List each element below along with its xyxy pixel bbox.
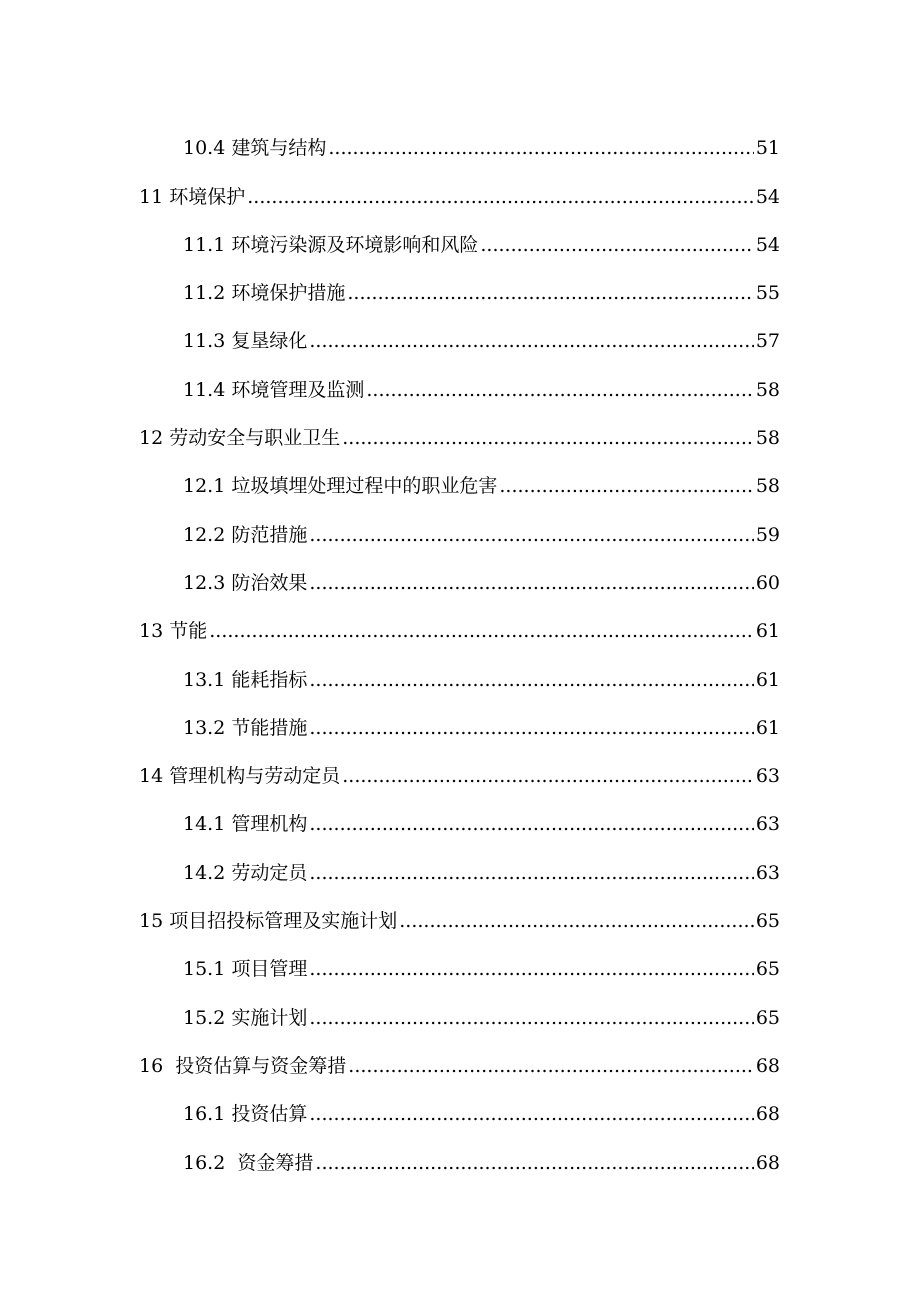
toc-entry <box>0 402 920 450</box>
toc-entry <box>0 305 920 353</box>
section-title: 环境污染源及环境影响和风险 <box>231 233 479 256</box>
page-number: 54 <box>755 233 780 256</box>
dot-leader <box>309 668 753 692</box>
page-number: 58 <box>755 475 780 498</box>
section-title: 管理机构 <box>231 813 308 836</box>
section-title: 环境管理及监测 <box>231 378 365 401</box>
toc-entry <box>0 836 920 884</box>
dot-leader <box>342 426 754 450</box>
toc-entry <box>0 933 920 981</box>
toc-entry <box>0 160 920 208</box>
section-number: 15.2 <box>183 1006 226 1029</box>
section-number: 12.3 <box>183 571 226 594</box>
page-number: 55 <box>755 282 780 305</box>
toc-entry <box>0 692 920 740</box>
page-number: 58 <box>755 378 780 401</box>
page-number: 61 <box>755 716 780 739</box>
page-number: 65 <box>755 1006 780 1029</box>
dot-leader <box>315 1151 753 1175</box>
section-number: 16.1 <box>183 1103 226 1126</box>
toc-entry <box>0 112 920 160</box>
dot-leader <box>209 619 754 643</box>
section-number: 11.4 <box>183 378 226 401</box>
page-number: 65 <box>755 958 780 981</box>
dot-leader <box>328 136 753 160</box>
dot-leader <box>309 812 753 836</box>
dot-leader <box>366 378 753 402</box>
section-number: 14.1 <box>183 813 226 836</box>
section-number: 13.2 <box>183 716 226 739</box>
dot-leader <box>309 957 753 981</box>
section-number: 11.1 <box>183 233 226 256</box>
section-title: 复垦绿化 <box>231 330 308 353</box>
toc-entry <box>0 1078 920 1126</box>
section-title: 建筑与结构 <box>231 137 327 160</box>
dot-leader <box>247 185 754 209</box>
dot-leader <box>309 1102 753 1126</box>
page-number: 63 <box>755 813 780 836</box>
toc-entry <box>0 257 920 305</box>
section-number: 12.1 <box>183 475 226 498</box>
page-number: 61 <box>755 668 780 691</box>
toc-entry <box>0 788 920 836</box>
section-number: 13.1 <box>183 668 226 691</box>
dot-leader <box>309 571 753 595</box>
section-number: 11 <box>139 185 164 208</box>
section-title: 项目管理 <box>231 958 308 981</box>
section-title: 劳动定员 <box>231 861 308 884</box>
page-number: 58 <box>755 427 780 450</box>
section-number: 10.4 <box>183 137 226 160</box>
section-number: 16 <box>139 1054 170 1077</box>
dot-leader <box>309 329 753 353</box>
section-title: 环境保护 <box>169 185 246 208</box>
section-number: 14.2 <box>183 861 226 884</box>
section-title: 防治效果 <box>231 571 308 594</box>
page-number: 54 <box>755 185 780 208</box>
page-number: 68 <box>755 1054 780 1077</box>
page-number: 68 <box>755 1151 780 1174</box>
table-of-contents <box>0 112 920 1175</box>
dot-leader <box>309 523 753 547</box>
dot-leader <box>309 1006 753 1030</box>
toc-entry <box>0 498 920 546</box>
page-number: 51 <box>755 137 780 160</box>
section-title: 环境保护措施 <box>231 282 346 305</box>
section-number: 12.2 <box>183 523 226 546</box>
dot-leader <box>342 764 754 788</box>
toc-entry <box>0 740 920 788</box>
dot-leader <box>309 861 753 885</box>
page-number: 60 <box>755 571 780 594</box>
toc-entry <box>0 547 920 595</box>
page-number: 63 <box>755 861 780 884</box>
section-title: 资金筹措 <box>237 1151 314 1174</box>
section-number: 15.1 <box>183 958 226 981</box>
page-number: 63 <box>755 765 780 788</box>
section-number: 11.2 <box>183 282 226 305</box>
page-number: 59 <box>755 523 780 546</box>
section-number: 15 <box>139 910 164 933</box>
section-title: 项目招投标管理及实施计划 <box>169 910 398 933</box>
page-number: 65 <box>755 910 780 933</box>
section-number: 16.2 <box>183 1151 232 1174</box>
dot-leader <box>499 474 753 498</box>
toc-entry <box>0 353 920 401</box>
toc-entry <box>0 1126 920 1174</box>
toc-entry <box>0 450 920 498</box>
section-title: 节能措施 <box>231 716 308 739</box>
dot-leader <box>480 233 753 257</box>
section-title: 垃圾填埋处理过程中的职业危害 <box>231 475 498 498</box>
toc-entry <box>0 885 920 933</box>
section-title: 实施计划 <box>231 1006 308 1029</box>
dot-leader <box>399 909 754 933</box>
section-number: 12 <box>139 427 164 450</box>
section-title: 投资估算 <box>231 1103 308 1126</box>
toc-entry <box>0 1030 920 1078</box>
toc-entry <box>0 981 920 1029</box>
toc-entry <box>0 595 920 643</box>
section-title: 投资估算与资金筹措 <box>175 1054 347 1077</box>
section-number: 11.3 <box>183 330 226 353</box>
dot-leader <box>347 281 753 305</box>
page-number: 68 <box>755 1103 780 1126</box>
dot-leader <box>348 1054 754 1078</box>
toc-entry <box>0 643 920 691</box>
section-title: 管理机构与劳动定员 <box>169 765 341 788</box>
toc-entry <box>0 209 920 257</box>
section-number: 13 <box>139 620 164 643</box>
section-title: 防范措施 <box>231 523 308 546</box>
section-title: 劳动安全与职业卫生 <box>169 427 341 450</box>
section-number: 14 <box>139 765 164 788</box>
dot-leader <box>309 716 753 740</box>
page-number: 61 <box>755 620 780 643</box>
section-title: 能耗指标 <box>231 668 308 691</box>
section-title: 节能 <box>169 620 208 643</box>
page-number: 57 <box>755 330 780 353</box>
